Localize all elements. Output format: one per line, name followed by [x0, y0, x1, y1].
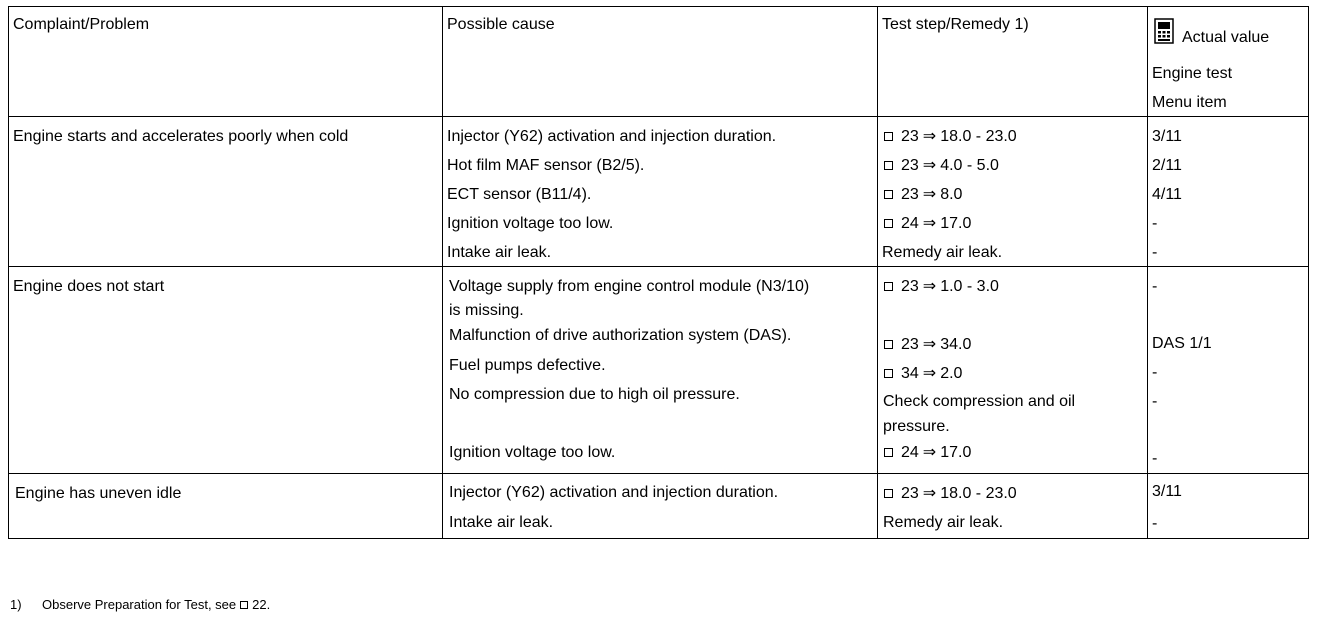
cause-text: ECT sensor (B11/4).	[447, 186, 592, 203]
actual-value: 3/11	[1152, 128, 1182, 145]
actual-value: DAS 1/1	[1152, 335, 1212, 352]
page-ref-icon	[240, 601, 248, 609]
actual-value: 3/11	[1152, 483, 1182, 500]
header-menu-item: Menu item	[1152, 94, 1227, 111]
row-divider	[8, 266, 1309, 267]
page-ref-icon	[884, 489, 893, 498]
remedy-text: Remedy air leak.	[882, 244, 1003, 261]
actual-value: -	[1152, 278, 1158, 295]
header-cause: Possible cause	[447, 16, 555, 33]
test-step: 24 ⇒ 17.0	[884, 212, 971, 236]
page-ref-icon	[884, 282, 893, 291]
table-border-right	[1308, 6, 1309, 539]
actual-value: 2/11	[1152, 157, 1182, 174]
test-step: 24 ⇒ 17.0	[884, 441, 971, 465]
cause-text: Malfunction of drive authorization system (DAS).	[449, 327, 792, 344]
actual-value: -	[1152, 515, 1158, 532]
page-ref-icon	[884, 132, 893, 141]
test-step: 23 ⇒ 4.0 - 5.0	[884, 154, 999, 178]
cause-text: Intake air leak.	[449, 514, 554, 531]
cause-text: Fuel pumps defective.	[449, 357, 606, 374]
test-step: 23 ⇒ 18.0 - 23.0	[884, 482, 1017, 506]
header-engine-test: Engine test	[1152, 65, 1233, 82]
cause-text: Injector (Y62) activation and injection duration.	[449, 484, 779, 501]
diagnosis-table	[8, 6, 1309, 539]
test-step: 34 ⇒ 2.0	[884, 362, 962, 386]
column-divider	[442, 6, 443, 539]
footnote	[10, 596, 270, 614]
header-actual-value: Actual value	[1182, 29, 1270, 46]
header-test-step: Test step/Remedy 1)	[882, 16, 1029, 33]
row-divider	[8, 116, 1309, 117]
row-divider	[8, 473, 1309, 474]
actual-value: 4/11	[1152, 186, 1182, 203]
actual-value: -	[1152, 364, 1158, 381]
page-ref-icon	[884, 219, 893, 228]
table-border-top	[8, 6, 1309, 7]
cause-text: Ignition voltage too low.	[447, 215, 614, 232]
test-step: 23 ⇒ 8.0	[884, 183, 962, 207]
test-step: 23 ⇒ 34.0	[884, 333, 971, 357]
remedy-text: Remedy air leak.	[883, 514, 1004, 531]
page-ref-icon	[884, 369, 893, 378]
cause-text: Intake air leak.	[447, 244, 552, 261]
tester-icon	[1154, 18, 1174, 44]
page-ref-icon	[884, 448, 893, 457]
footnote-number: 1)	[10, 597, 22, 612]
footnote-text: Observe Preparation for Test, see	[42, 597, 237, 612]
cause-text: Voltage supply from engine control module (N3/10)	[449, 278, 810, 295]
header-complaint: Complaint/Problem	[13, 16, 150, 33]
actual-value: -	[1152, 244, 1158, 261]
page-ref-icon	[884, 161, 893, 170]
complaint-text: Engine has uneven idle	[15, 485, 182, 502]
test-step: 23 ⇒ 1.0 - 3.0	[884, 275, 999, 299]
column-divider	[1147, 6, 1148, 539]
actual-value: -	[1152, 215, 1158, 232]
test-step: 23 ⇒ 18.0 - 23.0	[884, 125, 1017, 149]
complaint-text: Engine does not start	[13, 278, 165, 295]
actual-value: -	[1152, 450, 1158, 467]
cause-text: Injector (Y62) activation and injection duration.	[447, 128, 777, 145]
column-divider	[877, 6, 878, 539]
complaint-text: Engine starts and accelerates poorly when cold	[13, 128, 349, 145]
cause-text: Ignition voltage too low.	[449, 444, 616, 461]
actual-value: -	[1152, 393, 1158, 410]
cause-text: No compression due to high oil pressure.	[449, 386, 740, 403]
remedy-text: pressure.	[883, 418, 950, 435]
footnote-page: 22.	[252, 597, 271, 612]
table-border-left	[8, 6, 9, 539]
cause-text: is missing.	[449, 302, 524, 319]
table-border-bottom	[8, 538, 1309, 539]
cause-text: Hot film MAF sensor (B2/5).	[447, 157, 645, 174]
page-ref-icon	[884, 190, 893, 199]
remedy-text: Check compression and oil	[883, 393, 1076, 410]
page-ref-icon	[884, 340, 893, 349]
